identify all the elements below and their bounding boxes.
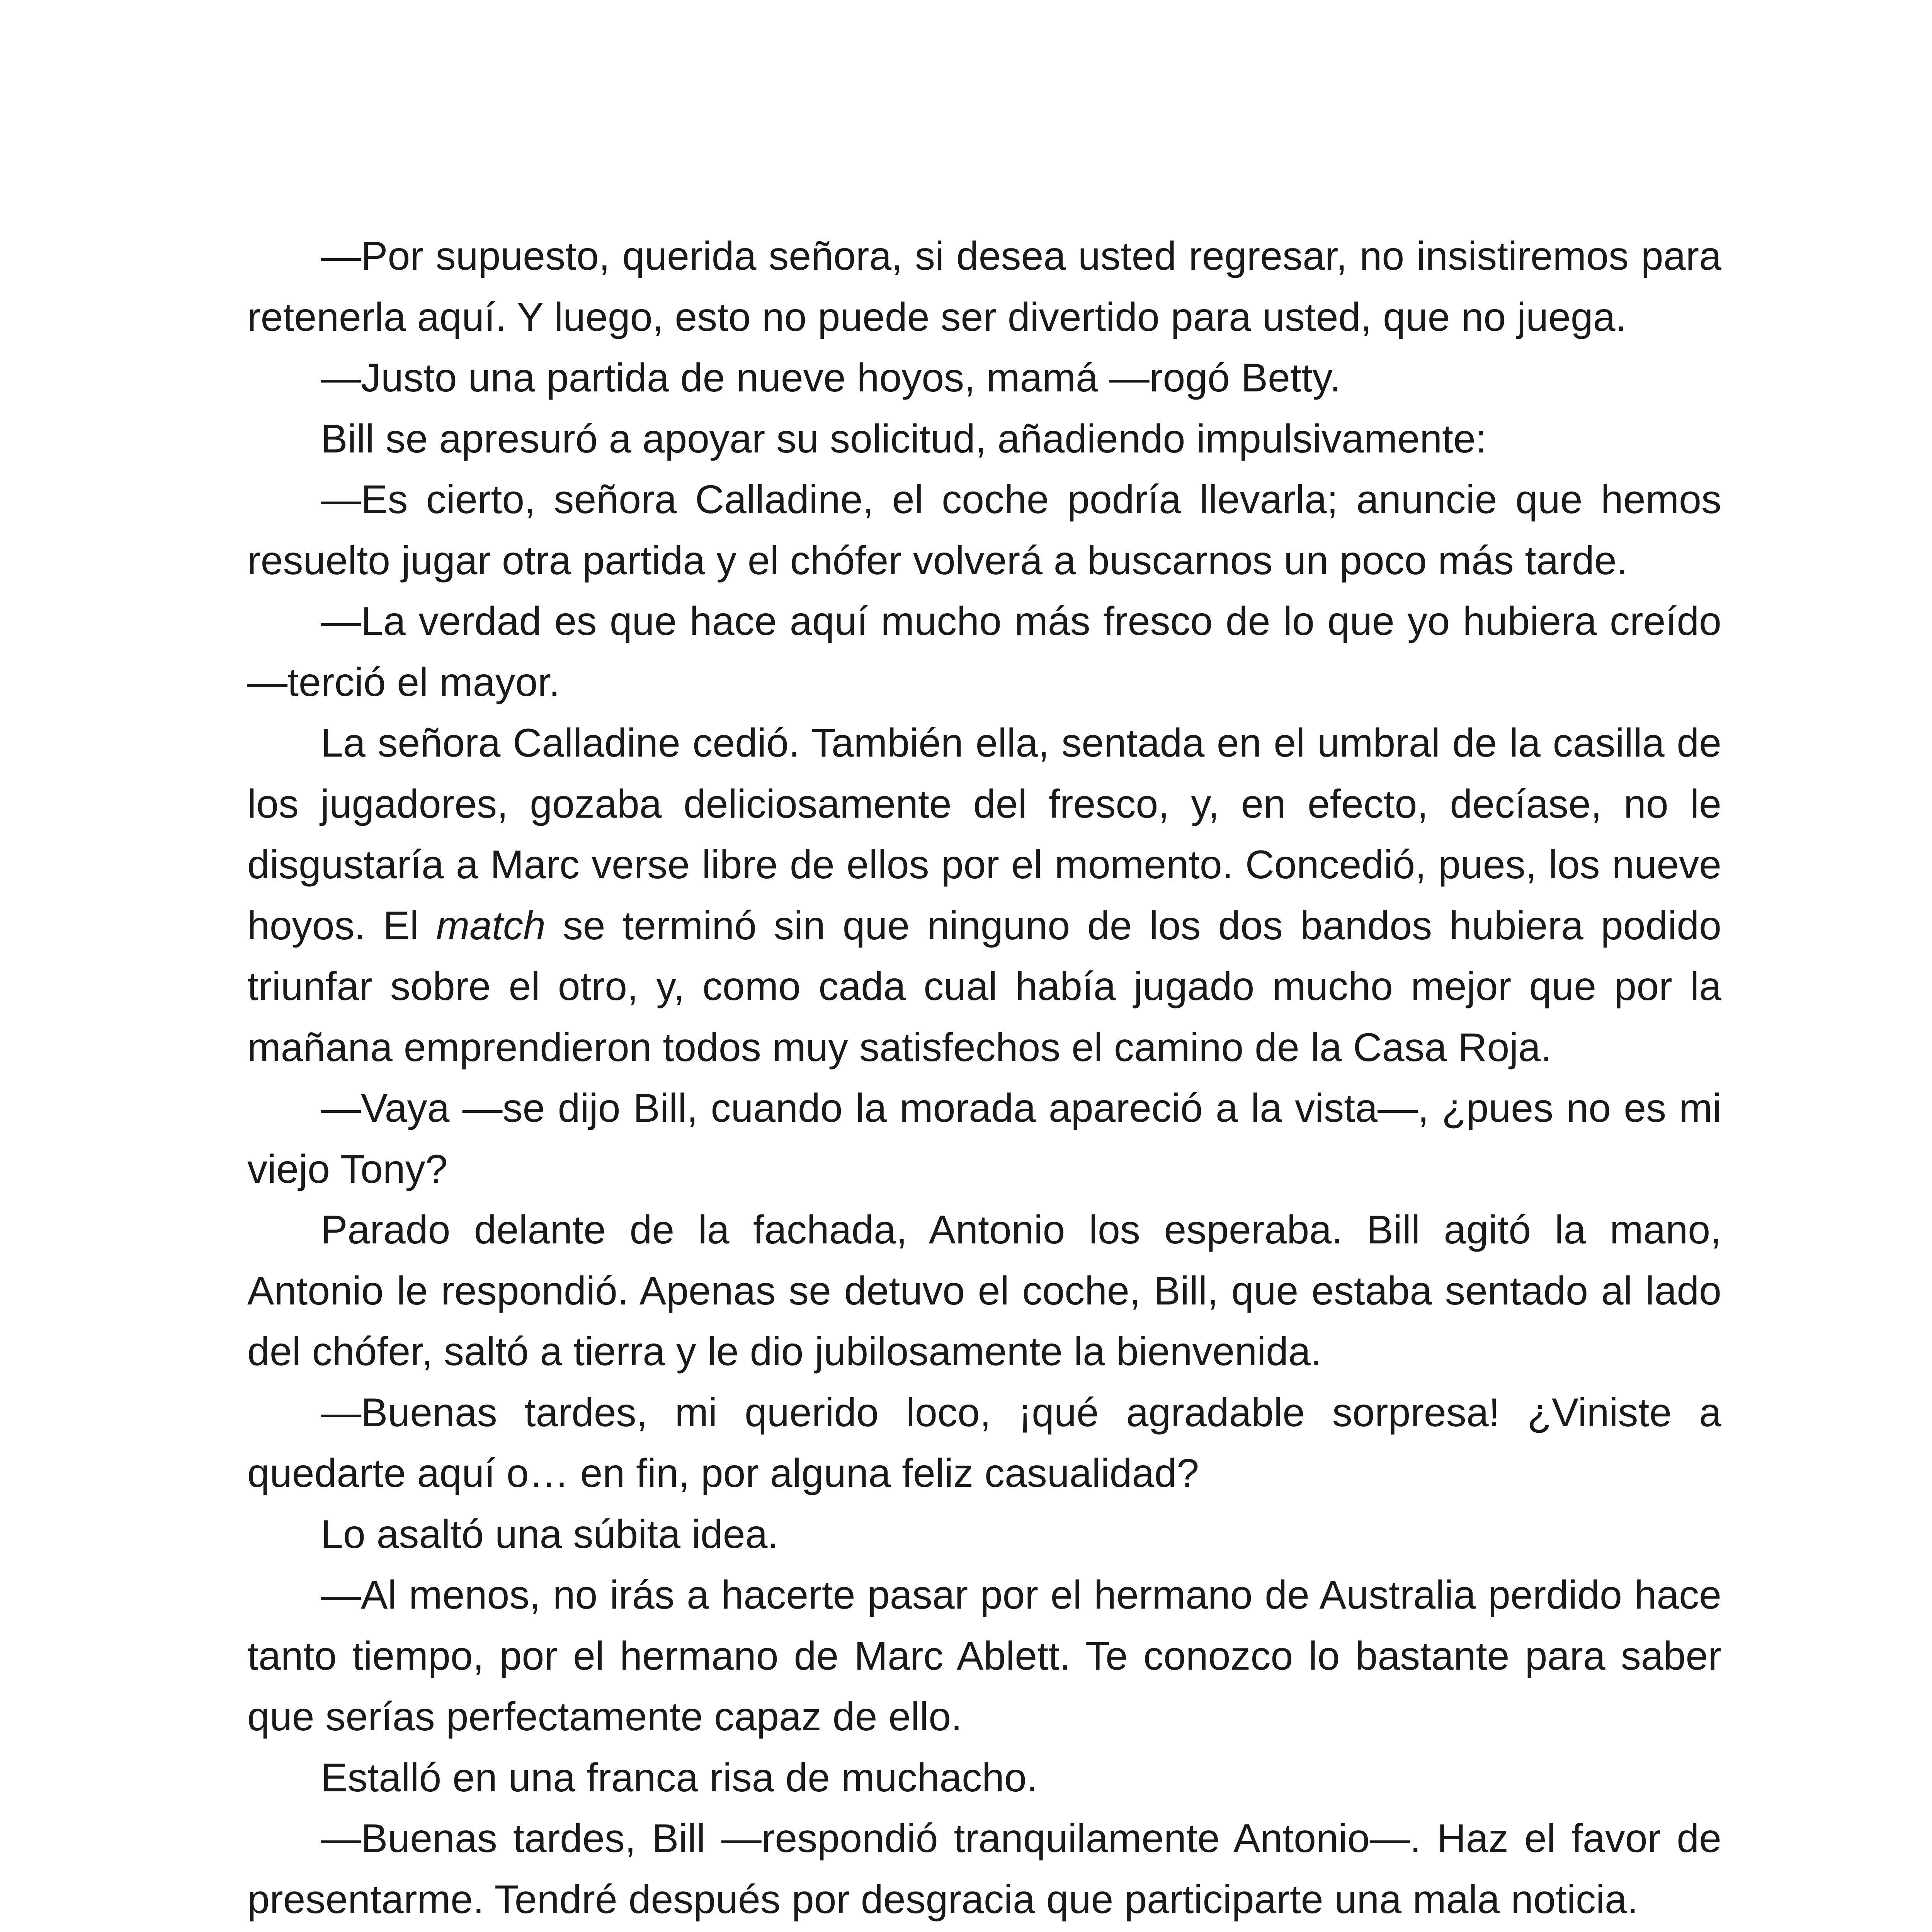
paragraph: —Vaya —se dijo Bill, cuando la morada apareció a la vista—, ¿pues no es mi viejo Tony? <box>247 1086 1721 1192</box>
paragraph: Lo asaltó una súbita idea. <box>321 1512 779 1557</box>
paragraph: Estalló en una franca risa de muchacho. <box>321 1755 1038 1800</box>
body-text <box>247 226 1721 1930</box>
paragraph: —Buenas tardes, mi querido loco, ¡qué agradable sorpresa! ¿Viniste a quedarte aquí o… en fin, por alguna feliz casualidad? <box>247 1390 1721 1496</box>
paragraph: —Al menos, no irás a hacerte pasar por el hermano de Australia perdido hace tanto tiempo, por el hermano de Marc Ablett. Te conozco lo bastante para saber que serías perfectamente capaz de ello. <box>247 1573 1721 1739</box>
paragraph: Parado delante de la fachada, Antonio los esperaba. Bill agitó la mano, Antonio le respondió. Apenas se detuvo el coche, Bill, que estaba sentado al lado del chófer, saltó a tierra y le dio jubilosamente la bienvenida. <box>247 1208 1721 1374</box>
paragraph: —Justo una partida de nueve hoyos, mamá —rogó Betty. <box>321 355 1341 400</box>
paragraph-text: La señora Calladine cedió. También ella, sentada en el umbral de la casilla de los jugadores, gozaba deliciosamente del fresco, y, en efecto, decíase, no le disgustaría a Marc verse libre de ellos por el momento. Concedió, pues, los nueve hoyos. El <box>247 721 1721 948</box>
emphasis-text: match <box>436 903 546 948</box>
paragraph: —Buenas tardes, Bill —respondió tranquilamente Antonio—. Haz el favor de presentarme. Tendré después por desgracia que participarte una mala noticia. <box>247 1816 1721 1922</box>
paragraph: —Por supuesto, querida señora, si desea usted regresar, no insistiremos para retenerla aquí. Y luego, esto no puede ser divertido para usted, que no juega. <box>247 234 1721 340</box>
paragraph-text: se terminó sin que ninguno de los dos bandos hubiera podido triunfar sobre el otro, y, como cada cual había jugado mucho mejor que por la mañana emprendieron todos muy satisfechos el camino de la Casa Roja. <box>247 903 1721 1070</box>
paragraph: —Es cierto, señora Calladine, el coche podría llevarla; anuncie que hemos resuelto jugar otra partida y el chófer volverá a buscarnos un poco más tarde. <box>247 477 1721 583</box>
paragraph: —La verdad es que hace aquí mucho más fresco de lo que yo hubiera creído —terció el mayor. <box>247 599 1721 705</box>
paragraph: Bill se apresuró a apoyar su solicitud, añadiendo impulsivamente: <box>321 416 1487 461</box>
paragraph <box>247 713 1721 1078</box>
